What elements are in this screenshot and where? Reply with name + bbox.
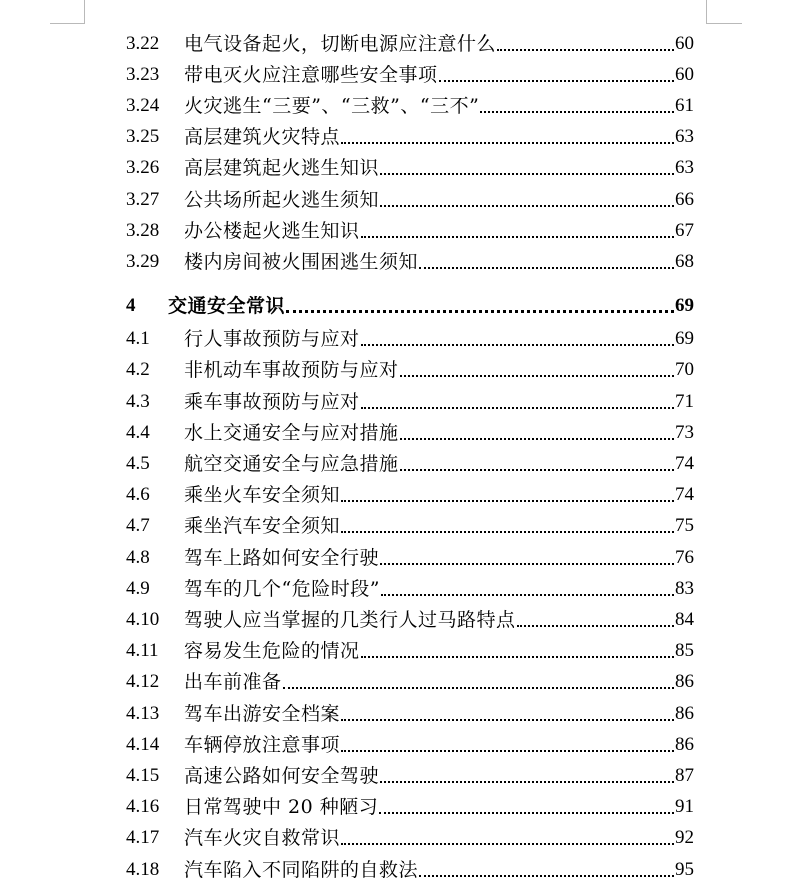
toc-entry-title: 楼内房间被火围困逃生须知 (184, 250, 419, 273)
toc-entry-number: 3.26 (126, 157, 160, 179)
toc-entry-title: 高速公路如何安全驾驶 (184, 765, 380, 787)
toc-page-number: 60 (675, 64, 694, 86)
toc-entry-number: 4.4 (126, 421, 150, 443)
toc-dot-leader (380, 563, 674, 565)
page-corner-mark-top-left-horizontal (50, 23, 85, 24)
toc-dot-leader (400, 469, 674, 471)
toc-entry-title: 汽车火灾自救常识 (184, 827, 341, 850)
toc-dot-leader (480, 111, 674, 113)
toc-page-number: 69 (675, 328, 694, 350)
toc-entry-number: 3.27 (126, 188, 160, 210)
toc-page-number: 66 (675, 188, 694, 210)
toc-entry-row[interactable] (126, 759, 694, 787)
toc-page-number: 60 (675, 33, 694, 54)
toc-entry-title: 电气设备起火，切断电源应注意什么 (184, 33, 497, 55)
toc-entry-title: 公共场所起火逃生须知 (184, 188, 380, 211)
toc-dot-leader (286, 310, 674, 313)
toc-entry-row[interactable] (126, 541, 694, 569)
toc-entry-row[interactable] (126, 634, 694, 662)
toc-dot-leader (341, 750, 674, 752)
toc-dot-leader (379, 812, 674, 814)
toc-entry-number: 4.15 (126, 765, 160, 786)
toc-page-number: 67 (675, 219, 694, 241)
toc-page-number: 84 (675, 609, 694, 630)
toc-entry-number: 4.1 (126, 328, 150, 350)
toc-page-number: 71 (675, 390, 694, 412)
toc-entry-number: 3.23 (126, 64, 160, 86)
toc-dot-leader (380, 781, 674, 783)
toc-entry-number: 4.17 (126, 827, 160, 849)
toc-entry-title: 驾车出游安全档案 (184, 702, 341, 725)
toc-entry-row[interactable] (126, 27, 694, 55)
toc-entry-title: 驾车的几个“危险时段” (184, 577, 380, 600)
page-corner-mark-top-right-horizontal (706, 23, 742, 24)
toc-entry-row[interactable] (126, 151, 694, 179)
toc-entry-row[interactable] (126, 89, 694, 117)
toc-page-number: 92 (675, 827, 694, 849)
toc-entry-title: 出车前准备 (184, 671, 282, 694)
toc-page-number: 75 (675, 515, 694, 537)
toc-entry-number: 4.10 (126, 609, 160, 630)
toc-page-number: 69 (675, 294, 694, 316)
toc-entry-row[interactable] (126, 385, 694, 413)
toc-entry-row[interactable] (126, 353, 694, 381)
toc-page-number: 63 (675, 157, 694, 179)
toc-dot-leader (341, 142, 674, 144)
toc-entry-title: 行人事故预防与应对 (184, 328, 360, 351)
toc-entry-number: 4.18 (126, 858, 160, 880)
toc-dot-leader (341, 500, 674, 502)
toc-entry-row[interactable] (126, 322, 694, 350)
toc-page-number: 74 (675, 484, 694, 506)
toc-entry-title: 乘坐火车安全须知 (184, 484, 341, 507)
toc-entry-row[interactable] (126, 665, 694, 693)
page-corner-mark-top-right (706, 0, 707, 24)
toc-entry-row[interactable] (126, 853, 694, 881)
toc-dot-leader (380, 173, 674, 175)
toc-page-number: 86 (675, 671, 694, 693)
toc-entry-row[interactable] (126, 416, 694, 444)
toc-dot-leader (439, 80, 674, 82)
toc-entry-number: 4.16 (126, 796, 160, 818)
toc-dot-leader (361, 236, 674, 238)
toc-entry-title: 车辆停放注意事项 (184, 733, 341, 756)
toc-entry-title: 高层建筑火灾特点 (184, 126, 341, 149)
toc-entry-number: 3.24 (126, 95, 160, 117)
toc-dot-leader (419, 875, 674, 877)
toc-entry-number: 3.25 (126, 126, 160, 148)
toc-entry-number: 4.2 (126, 359, 150, 381)
page-corner-mark-top-left (84, 0, 85, 24)
toc-entry-number: 4.3 (126, 390, 150, 412)
toc-dot-leader (341, 719, 674, 721)
toc-entry-row[interactable] (126, 447, 694, 475)
toc-page-number: 86 (675, 702, 694, 724)
toc-dot-leader (381, 594, 674, 596)
toc-dot-leader (361, 656, 674, 658)
toc-entry-title: 驾车上路如何安全行驶 (184, 546, 380, 569)
toc-page-number: 61 (675, 95, 694, 117)
toc-entry-row[interactable] (126, 697, 694, 725)
toc-entry-number: 4.9 (126, 577, 150, 599)
toc-dot-leader (400, 438, 674, 440)
toc-entry-row[interactable] (126, 478, 694, 506)
toc-page-number: 85 (675, 640, 694, 662)
toc-entry-title: 汽车陷入不同陷阱的自救法 (184, 858, 419, 881)
toc-entry-row[interactable] (126, 120, 694, 148)
toc-entry-title: 乘车事故预防与应对 (184, 390, 360, 413)
toc-entry-number: 3.22 (126, 33, 160, 54)
toc-entry-number: 3.28 (126, 219, 160, 241)
toc-entry-number: 4.11 (126, 640, 159, 662)
toc-page-number: 91 (675, 796, 694, 818)
toc-entry-number: 4.14 (126, 733, 160, 755)
toc-dot-leader (341, 531, 674, 533)
toc-entry-row[interactable] (126, 214, 694, 242)
toc-dot-leader (361, 344, 674, 346)
toc-entry-row[interactable] (126, 603, 694, 631)
toc-entry-row[interactable] (126, 728, 694, 756)
toc-entry-title: 交通安全常识 (168, 294, 286, 317)
toc-entry-number: 4.8 (126, 546, 150, 568)
toc-entry-number: 4.7 (126, 515, 150, 537)
toc-entry-number: 3.29 (126, 250, 160, 272)
toc-entry-number: 4.13 (126, 702, 160, 724)
toc-page-number: 74 (675, 453, 694, 474)
toc-entry-title: 办公楼起火逃生知识 (184, 219, 360, 242)
toc-entry-title: 高层建筑起火逃生知识 (184, 157, 380, 180)
toc-entry-row[interactable] (126, 58, 694, 86)
toc-page-number: 63 (675, 126, 694, 148)
toc-chapter-row[interactable] (126, 289, 694, 317)
toc-page-number: 87 (675, 765, 694, 786)
toc-entry-number: 4.12 (126, 671, 160, 693)
toc-dot-leader (517, 625, 674, 627)
toc-entry-number: 4 (126, 294, 136, 316)
toc-page-number: 76 (675, 546, 694, 568)
toc-dot-leader (361, 407, 674, 409)
toc-page-number: 83 (675, 577, 694, 599)
toc-entry-title: 带电灭火应注意哪些安全事项 (184, 64, 438, 87)
toc-entry-row[interactable] (126, 821, 694, 849)
toc-entry-number: 4.5 (126, 453, 150, 474)
toc-entry-row[interactable] (126, 790, 694, 818)
toc-dot-leader (497, 49, 674, 51)
toc-entry-title: 火灾逃生“三要”、“三救”、“三不” (184, 95, 480, 118)
toc-entry-row[interactable] (126, 509, 694, 537)
toc-page-number: 70 (675, 359, 694, 381)
toc-entry-row[interactable] (126, 183, 694, 211)
toc-entry-row[interactable] (126, 245, 694, 273)
toc-page-number: 86 (675, 733, 694, 755)
toc-dot-leader (341, 843, 674, 845)
toc-page-number: 68 (675, 250, 694, 272)
toc-entry-row[interactable] (126, 572, 694, 600)
toc-entry-title: 非机动车事故预防与应对 (184, 359, 399, 382)
toc-dot-leader (283, 687, 674, 689)
toc-entry-title: 日常驾驶中 20 种陋习 (184, 796, 379, 819)
toc-entry-title: 容易发生危险的情况 (184, 640, 360, 663)
toc-page-number: 73 (675, 421, 694, 443)
toc-dot-leader (419, 267, 674, 269)
toc-entry-title: 驾驶人应当掌握的几类行人过马路特点 (184, 609, 516, 631)
toc-dot-leader (380, 205, 674, 207)
toc-page-number: 95 (675, 858, 694, 880)
toc-entry-title: 乘坐汽车安全须知 (184, 515, 341, 538)
toc-entry-title: 水上交通安全与应对措施 (184, 421, 399, 444)
toc-dot-leader (400, 375, 674, 377)
toc-entry-title: 航空交通安全与应急措施 (184, 453, 399, 475)
toc-entry-number: 4.6 (126, 484, 150, 506)
